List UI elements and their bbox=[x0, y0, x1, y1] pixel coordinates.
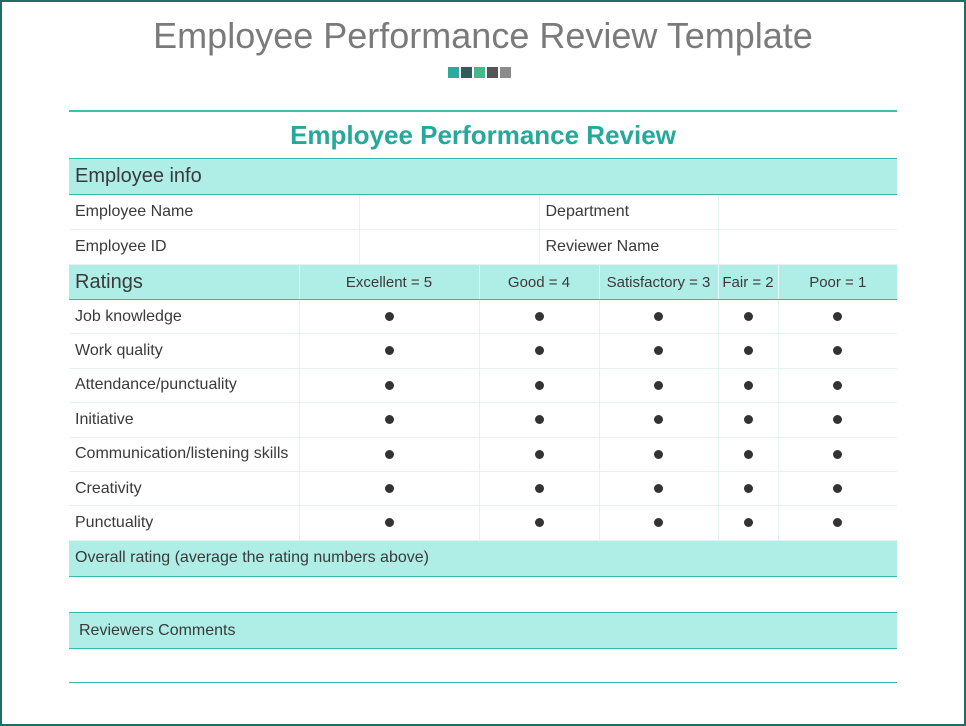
rating-option-poor[interactable] bbox=[778, 403, 897, 437]
criterion-label: Job knowledge bbox=[69, 300, 299, 334]
scale-excellent: Excellent = 5 bbox=[299, 265, 479, 300]
table-row bbox=[69, 506, 897, 540]
radio-dot-icon bbox=[833, 484, 842, 493]
table-row bbox=[69, 403, 897, 437]
radio-dot-icon bbox=[385, 312, 394, 321]
radio-dot-icon bbox=[744, 484, 753, 493]
radio-dot-icon bbox=[535, 312, 544, 321]
department-label: Department bbox=[539, 195, 718, 230]
radio-dot-icon bbox=[654, 518, 663, 527]
radio-dot-icon bbox=[654, 312, 663, 321]
info-row bbox=[69, 230, 897, 265]
radio-dot-icon bbox=[833, 450, 842, 459]
top-divider bbox=[69, 110, 897, 112]
swatch-1 bbox=[448, 67, 459, 78]
review-title: Employee Performance Review bbox=[290, 120, 676, 150]
radio-dot-icon bbox=[385, 450, 394, 459]
criterion-label: Creativity bbox=[69, 471, 299, 505]
radio-dot-icon bbox=[535, 346, 544, 355]
radio-dot-icon bbox=[833, 415, 842, 424]
criteria-rows bbox=[69, 300, 897, 541]
radio-dot-icon bbox=[654, 381, 663, 390]
criterion-label: Attendance/punctuality bbox=[69, 368, 299, 402]
radio-dot-icon bbox=[744, 415, 753, 424]
rating-option-excellent[interactable] bbox=[299, 437, 479, 471]
comments-header bbox=[69, 612, 897, 649]
radio-dot-icon bbox=[654, 450, 663, 459]
rating-option-good[interactable] bbox=[479, 334, 599, 368]
rating-option-excellent[interactable] bbox=[299, 368, 479, 402]
employee-name-label: Employee Name bbox=[69, 195, 359, 230]
table-row bbox=[69, 368, 897, 402]
rating-option-good[interactable] bbox=[479, 471, 599, 505]
employee-info-label: Employee info bbox=[69, 159, 897, 195]
swatch-3 bbox=[474, 67, 485, 78]
radio-dot-icon bbox=[833, 518, 842, 527]
rating-option-good[interactable] bbox=[479, 403, 599, 437]
radio-dot-icon bbox=[535, 381, 544, 390]
rating-option-fair[interactable] bbox=[718, 300, 778, 334]
ratings-header bbox=[69, 265, 897, 300]
table-row bbox=[69, 300, 897, 334]
rating-option-satisfactory[interactable] bbox=[599, 506, 718, 540]
scale-fair: Fair = 2 bbox=[718, 265, 778, 300]
info-row bbox=[69, 195, 897, 230]
radio-dot-icon bbox=[833, 381, 842, 390]
radio-dot-icon bbox=[385, 518, 394, 527]
criterion-label: Punctuality bbox=[69, 506, 299, 540]
radio-dot-icon bbox=[744, 381, 753, 390]
rating-option-fair[interactable] bbox=[718, 334, 778, 368]
radio-dot-icon bbox=[385, 415, 394, 424]
radio-dot-icon bbox=[744, 518, 753, 527]
reviewer-name-field[interactable] bbox=[718, 230, 897, 265]
swatch-5 bbox=[500, 67, 511, 78]
rating-option-fair[interactable] bbox=[718, 437, 778, 471]
document-title: Employee Performance Review Template bbox=[153, 15, 813, 56]
rating-option-poor[interactable] bbox=[778, 506, 897, 540]
employee-name-field[interactable] bbox=[359, 195, 539, 230]
radio-dot-icon bbox=[385, 346, 394, 355]
scale-poor: Poor = 1 bbox=[778, 265, 897, 300]
radio-dot-icon bbox=[833, 346, 842, 355]
rating-option-fair[interactable] bbox=[718, 403, 778, 437]
radio-dot-icon bbox=[654, 484, 663, 493]
swatch-4 bbox=[487, 67, 498, 78]
rating-option-fair[interactable] bbox=[718, 368, 778, 402]
rating-option-good[interactable] bbox=[479, 368, 599, 402]
radio-dot-icon bbox=[654, 346, 663, 355]
criterion-label: Communication/listening skills bbox=[69, 437, 299, 471]
scale-satisfactory: Satisfactory = 3 bbox=[599, 265, 718, 300]
color-swatches bbox=[448, 67, 511, 78]
rating-option-satisfactory[interactable] bbox=[599, 334, 718, 368]
table-row bbox=[69, 334, 897, 368]
employee-id-field[interactable] bbox=[359, 230, 539, 265]
rating-option-satisfactory[interactable] bbox=[599, 368, 718, 402]
rating-option-good[interactable] bbox=[479, 506, 599, 540]
rating-option-satisfactory[interactable] bbox=[599, 403, 718, 437]
radio-dot-icon bbox=[744, 312, 753, 321]
overall-rating-label: Overall rating (average the rating numbers above) bbox=[69, 540, 897, 576]
rating-option-excellent[interactable] bbox=[299, 300, 479, 334]
rating-option-excellent[interactable] bbox=[299, 471, 479, 505]
radio-dot-icon bbox=[535, 484, 544, 493]
employee-info-header bbox=[69, 159, 897, 195]
rating-option-poor[interactable] bbox=[778, 368, 897, 402]
radio-dot-icon bbox=[535, 518, 544, 527]
rating-option-satisfactory[interactable] bbox=[599, 300, 718, 334]
ratings-label: Ratings bbox=[69, 265, 299, 300]
radio-dot-icon bbox=[385, 484, 394, 493]
radio-dot-icon bbox=[385, 381, 394, 390]
radio-dot-icon bbox=[535, 450, 544, 459]
rating-option-satisfactory[interactable] bbox=[599, 471, 718, 505]
rating-option-satisfactory[interactable] bbox=[599, 437, 718, 471]
rating-option-good[interactable] bbox=[479, 437, 599, 471]
comments-label: Reviewers Comments bbox=[79, 622, 236, 639]
rating-option-excellent[interactable] bbox=[299, 334, 479, 368]
rating-option-excellent[interactable] bbox=[299, 506, 479, 540]
rating-option-fair[interactable] bbox=[718, 471, 778, 505]
table-row bbox=[69, 437, 897, 471]
rating-option-poor[interactable] bbox=[778, 300, 897, 334]
swatch-2 bbox=[461, 67, 472, 78]
criterion-label: Work quality bbox=[69, 334, 299, 368]
rating-option-good[interactable] bbox=[479, 300, 599, 334]
rating-option-poor[interactable] bbox=[778, 334, 897, 368]
table-row bbox=[69, 471, 897, 505]
bottom-divider bbox=[69, 682, 897, 683]
radio-dot-icon bbox=[833, 312, 842, 321]
rating-option-excellent[interactable] bbox=[299, 403, 479, 437]
reviewer-name-label: Reviewer Name bbox=[539, 230, 718, 265]
rating-option-fair[interactable] bbox=[718, 506, 778, 540]
department-field[interactable] bbox=[718, 195, 897, 230]
rating-option-poor[interactable] bbox=[778, 471, 897, 505]
radio-dot-icon bbox=[744, 346, 753, 355]
radio-dot-icon bbox=[535, 415, 544, 424]
rating-option-poor[interactable] bbox=[778, 437, 897, 471]
review-table bbox=[69, 158, 897, 577]
scale-good: Good = 4 bbox=[479, 265, 599, 300]
employee-id-label: Employee ID bbox=[69, 230, 359, 265]
criterion-label: Initiative bbox=[69, 403, 299, 437]
overall-rating-row bbox=[69, 540, 897, 576]
radio-dot-icon bbox=[744, 450, 753, 459]
radio-dot-icon bbox=[654, 415, 663, 424]
